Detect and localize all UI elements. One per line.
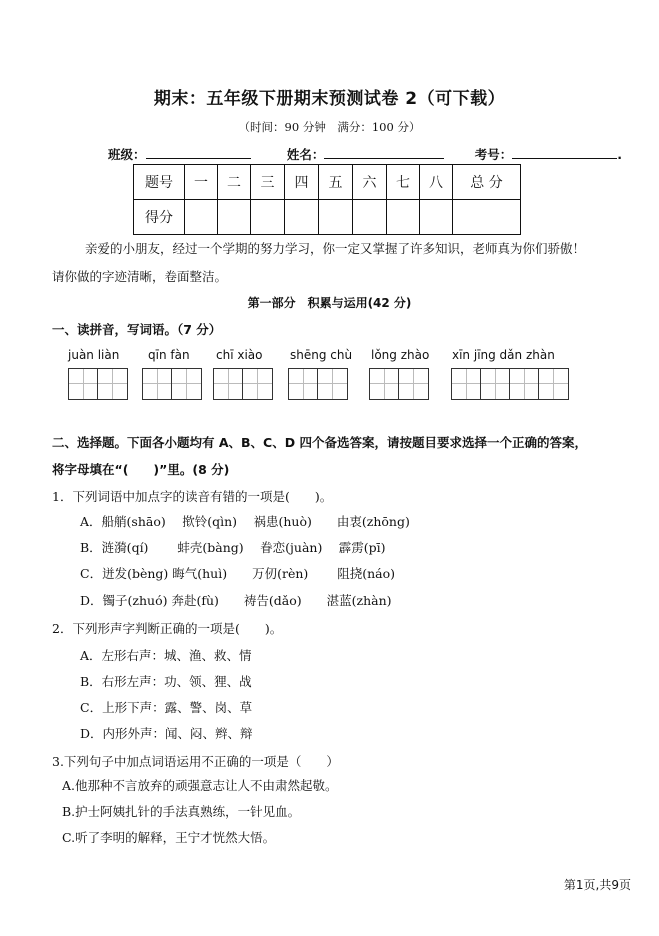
score-header-cell: 总 分	[453, 165, 521, 200]
score-header-cell: 三	[251, 165, 285, 200]
score-header-cell: 六	[353, 165, 387, 200]
q2-2-option-d: D．内形外声：闻、闷、辫、辩	[80, 726, 253, 741]
id-label: 考号：	[474, 147, 513, 162]
grid-cell[interactable]	[318, 369, 347, 399]
grid-cell[interactable]	[289, 369, 318, 399]
class-label: 班级：	[108, 147, 146, 162]
q2-1-stem: 1．下列词语中加点字的读音有错的一项是( )。	[52, 489, 333, 504]
writing-grid-2[interactable]	[142, 368, 202, 400]
intro-line-1: 亲爱的小朋友，经过一个学期的努力学习，你一定又掌握了许多知识，老师真为你们骄傲！	[85, 241, 586, 256]
q2-2-option-b: B．右形左声：功、领、狸、战	[80, 674, 252, 689]
score-header-cell: 七	[387, 165, 420, 200]
score-header-cell: 五	[319, 165, 353, 200]
exam-subtitle: （时间：90 分钟 满分：100 分）	[238, 120, 421, 134]
score-cell[interactable]	[353, 200, 387, 235]
score-header-cell: 一	[185, 165, 218, 200]
pinyin-6: xīn jīng dǎn zhàn	[452, 348, 555, 362]
q2-3-stem: 3.下列句子中加点词语运用不正确的一项是（ ）	[52, 754, 339, 769]
q2-1-option-a: A．船艄(shāo) 揿铃(qìn) 祸患(huò) 由衷(zhōng)	[80, 514, 410, 529]
score-row-label: 得分	[134, 200, 185, 235]
writing-grid-4[interactable]	[288, 368, 348, 400]
score-header-row	[134, 165, 521, 200]
class-blank[interactable]	[146, 146, 251, 159]
grid-cell[interactable]	[481, 369, 510, 399]
intro-line-2: 请你做的字迹清晰，卷面整洁。	[52, 269, 228, 284]
id-blank[interactable]	[512, 146, 617, 159]
q2-3-option-c: C.听了李明的解释，王宁才恍然大悟。	[62, 830, 276, 845]
writing-grid-3[interactable]	[213, 368, 273, 400]
grid-cell[interactable]	[172, 369, 201, 399]
writing-grid-1[interactable]	[68, 368, 128, 400]
pinyin-2: qīn fàn	[148, 348, 190, 362]
q2-3-option-a: A.他那种不言放弃的顽强意志让人不由肃然起敬。	[62, 778, 338, 793]
student-info-row	[108, 145, 622, 163]
grid-cell[interactable]	[143, 369, 172, 399]
score-cell[interactable]	[387, 200, 420, 235]
name-blank[interactable]	[324, 146, 444, 159]
q2-1-option-d: D．镯子(zhuó) 奔赴(fù) 祷告(dǎo) 湛蓝(zhàn)	[80, 593, 392, 608]
q2-heading-line-1: 二、选择题。下面各小题均有 A、B、C、D 四个备选答案，请按题目要求选择一个正确的答案，	[52, 435, 587, 450]
page-title: 期末：五年级下册期末预测试卷 2（可下载）	[153, 89, 506, 109]
grid-cell[interactable]	[69, 369, 98, 399]
pinyin-3: chī xiào	[216, 348, 263, 362]
grid-cell[interactable]	[539, 369, 568, 399]
q2-1-option-c: C．迸发(bèng) 晦气(huì) 万仞(rèn) 阻挠(náo)	[80, 566, 396, 581]
name-label: 姓名：	[286, 147, 325, 162]
grid-cell[interactable]	[452, 369, 481, 399]
q2-3-option-b: B.护士阿姨扎针的手法真熟练，一针见血。	[62, 804, 301, 819]
score-header-cell: 四	[285, 165, 319, 200]
pinyin-4: shēng chù	[290, 348, 353, 362]
q1-heading: 一、读拼音，写词语。（7 分）	[52, 322, 222, 337]
grid-cell[interactable]	[370, 369, 399, 399]
score-cell[interactable]	[285, 200, 319, 235]
score-header-cell: 二	[218, 165, 251, 200]
grid-cell[interactable]	[510, 369, 539, 399]
score-cell[interactable]	[185, 200, 218, 235]
score-cell[interactable]	[251, 200, 285, 235]
score-header-cell: 八	[420, 165, 453, 200]
grid-cell[interactable]	[98, 369, 127, 399]
q2-2-option-c: C．上形下声：露、警、岗、草	[80, 700, 253, 715]
score-value-row	[134, 200, 521, 235]
score-cell[interactable]	[319, 200, 353, 235]
part1-title: 第一部分 积累与运用(42 分)	[247, 296, 412, 310]
q2-heading-line-2: 将字母填在“( )”里。(8 分)	[52, 462, 230, 477]
writing-grid-5[interactable]	[369, 368, 429, 400]
grid-cell[interactable]	[214, 369, 243, 399]
q2-1-option-b: B．涟漪(qí) 蚌壳(bàng) 眷恋(juàn) 霹雳(pī)	[80, 540, 386, 555]
pinyin-1: juàn liàn	[68, 348, 120, 362]
page-number: 第1页,共9页	[563, 878, 631, 892]
q2-2-stem: 2．下列形声字判断正确的一项是( )。	[52, 621, 283, 636]
score-cell[interactable]	[420, 200, 453, 235]
pinyin-5: lǒng zhào	[371, 348, 430, 362]
writing-grid-6[interactable]	[451, 368, 569, 400]
q2-2-option-a: A．左形右声：城、渔、救、情	[80, 648, 252, 663]
grid-cell[interactable]	[399, 369, 428, 399]
score-table	[133, 164, 521, 235]
score-cell[interactable]	[218, 200, 251, 235]
score-cell[interactable]	[453, 200, 521, 235]
grid-cell[interactable]	[243, 369, 272, 399]
end-mark: .	[617, 147, 623, 162]
score-header-cell: 题号	[134, 165, 185, 200]
